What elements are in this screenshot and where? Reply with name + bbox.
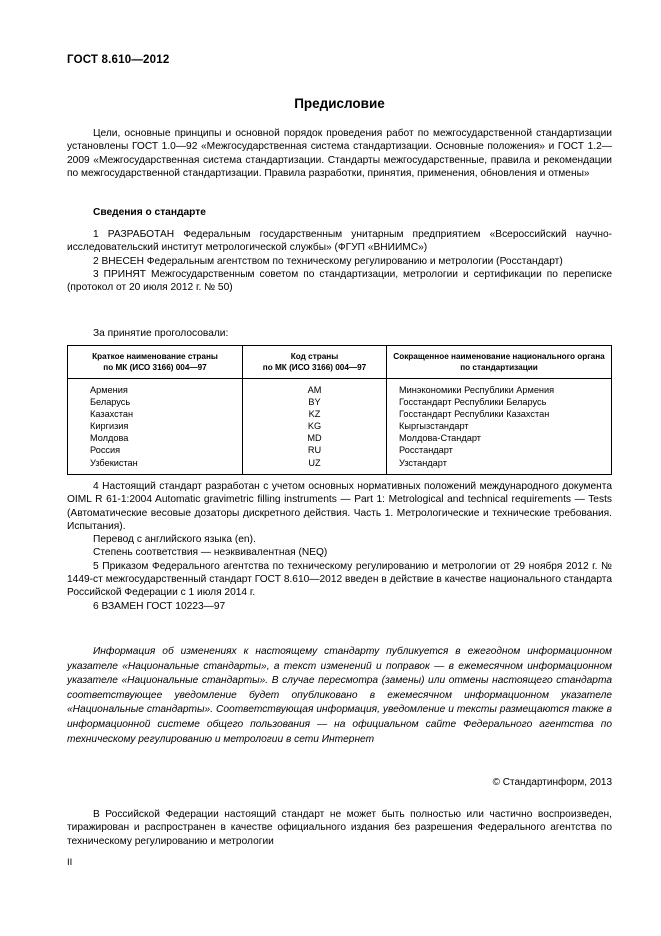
cell-body: Минэкономики Республики Армения	[399, 385, 555, 395]
intro-section	[67, 127, 612, 180]
cell-country: Казахстан	[68, 408, 243, 420]
cell-country: Россия	[68, 444, 243, 456]
page-title: Предисловие	[294, 96, 385, 111]
vote-lead-in: За принятие проголосовали:	[93, 328, 229, 339]
disclaimer-paragraph: В Российской Федерации настоящий стандарт не может быть полностью или частично воспроизведен, тиражирован и распространен в качестве официального издания без разрешения Федерального агентства по техническому регулированию и метрологии	[67, 809, 612, 847]
cell-body: Госстандарт Республики Казахстан	[399, 409, 550, 420]
page-number: II	[67, 857, 73, 868]
table-row	[68, 457, 612, 475]
provision-item-5: 5 Приказом Федерального агентства по техническому регулированию и метрологии от 29 ноября 2012 г. № 1449-ст межгосударственный стандарт ГОСТ 8.610—2012 введен в действие в качестве национального стандарта Российской Федерации с 1 июля 2014 г.	[67, 560, 612, 599]
table-row	[68, 444, 612, 456]
provision-translation: Перевод с английского языка (en).	[93, 534, 256, 546]
column-header-code	[243, 346, 387, 379]
document-header-standard-number: ГОСТ 8.610—2012	[67, 54, 170, 66]
cell-country: Узбекистан	[68, 457, 243, 475]
notice-paragraph: Информация об изменениях к настоящему стандарту публикуется в ежегодном информационном указателе «Национальные стандарты», а текст изменений и поправок — в ежемесячном информационном указателе «Национальные стандарты». В случае пересмотра (замены) или отмены настоящего стандарта соответствующее уведомление будет опубликовано в ежемесячном информационном указателе «Национальные стандарты». Соответствующая информация, уведомление и тексты размещаются также в информационной системе общего пользования — на официальном сайте Федерального агентства по техническому регулированию и метрологии в сети Интернет	[67, 646, 612, 745]
cell-code: BY	[243, 396, 387, 408]
disclaimer-section	[67, 808, 612, 848]
standard-info-item-3: 3 ПРИНЯТ Межгосударственным советом по стандартизации, метрологии и сертификации по переписке (протокол от 20 июля 2012 г. № 50)	[67, 268, 612, 294]
cell-code: RU	[243, 444, 387, 456]
cell-country: Киргизия	[68, 420, 243, 432]
standard-info-items	[67, 228, 612, 294]
cell-code: MD	[243, 432, 387, 444]
cell-code: AM	[243, 379, 387, 397]
cell-body: Молдова-Стандарт	[399, 433, 481, 444]
cell-body: Госстандарт Республики Беларусь	[399, 397, 547, 408]
cell-code: KZ	[243, 408, 387, 420]
intro-paragraph: Цели, основные принципы и основной порядок проведения работ по межгосударственной стандартизации установлены ГОСТ 1.0—92 «Межгосударственная система стандартизации. Основные положения» и ГОСТ 1.2—2009 «Межгосударственная система стандартизации. Стандарты межгосударственные, правила и рекомендации по межгосударственной стандартизации. Правила разработки, принятия, применения, обновления и отмены»	[67, 128, 612, 179]
cell-body: Узстандарт	[399, 457, 447, 468]
standard-info-heading-wrap	[67, 206, 612, 219]
table-header-row	[68, 346, 612, 379]
table-row	[68, 432, 612, 444]
column-header-code-line2: по МК (ИСО 3166) 004—97	[262, 363, 367, 372]
provision-item-4: 4 Настоящий стандарт разработан с учетом основных нормативных положений международного документа OIML R 61-1:2004 Automatic gravimetric filling instruments — Part 1: Metrological and technical requirements — Tests (Автоматические весовые дозаторы дискретного действия. Часть 1. Метрологические и технические требования. Испытания).	[67, 481, 612, 532]
cell-country: Беларусь	[68, 396, 243, 408]
cell-code: KG	[243, 420, 387, 432]
cell-body: Росстандарт	[399, 445, 453, 456]
copyright-line: © Стандартинформ, 2013	[492, 777, 612, 788]
standard-info-heading: Сведения о стандарте	[93, 207, 206, 218]
cell-body: Кыргызстандарт	[399, 421, 469, 432]
standard-info-item-1: 1 РАЗРАБОТАН Федеральным государственным унитарным предприятием «Всероссийский научно-исследовательский институт метрологической службы» (ФГУП «ВНИИМС»)	[67, 229, 612, 254]
column-header-body-line1: Сокращенное наименование национального органа	[393, 352, 605, 361]
provisions-section	[67, 480, 612, 613]
column-header-country-line2: по МК (ИСО 3166) 004—97	[103, 363, 207, 372]
column-header-country	[68, 346, 243, 379]
vote-table	[67, 345, 612, 475]
table-row	[68, 396, 612, 408]
notice-section	[67, 645, 612, 747]
column-header-body	[387, 346, 612, 379]
column-header-body-line2: по стандартизации	[460, 363, 538, 372]
cell-country: Молдова	[68, 432, 243, 444]
column-header-country-line1: Краткое наименование страны	[92, 352, 218, 361]
cell-code: UZ	[243, 457, 387, 475]
provision-item-6: 6 ВЗАМЕН ГОСТ 10223—97	[93, 600, 226, 612]
table-row	[68, 408, 612, 420]
cell-country: Армения	[68, 379, 243, 397]
standard-info-item-2: 2 ВНЕСЕН Федеральным агентством по техническому регулированию и метрологии (Росстандарт)	[93, 255, 563, 267]
column-header-code-line1: Код страны	[290, 352, 339, 361]
table-row	[68, 420, 612, 432]
provision-conformity: Степень соответствия — неэквивалентная (NEQ)	[93, 547, 328, 559]
table-row	[68, 379, 612, 397]
